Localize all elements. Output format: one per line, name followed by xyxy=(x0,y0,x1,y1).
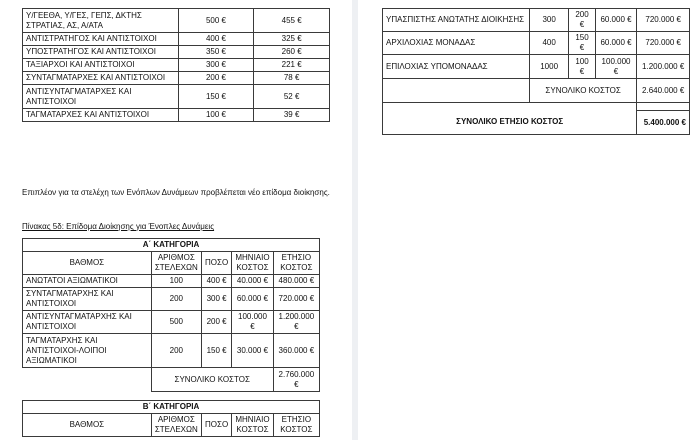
header-monthly: ΜΗΝΙΑΙΟ ΚΟΣΤΟΣ xyxy=(232,252,273,275)
annual-cell: 720.000 € xyxy=(637,32,690,55)
amount-cell: 200 € xyxy=(569,9,595,32)
total-row xyxy=(23,368,320,392)
amount-cell: 39 € xyxy=(254,109,330,122)
amount-cell: 500 € xyxy=(178,9,254,33)
empty-cell xyxy=(637,103,690,111)
table-row xyxy=(23,72,330,85)
rank-cell: ΑΝΤΙΣΥΝΤΑΓΜΑΤΑΡΧΗΣ ΚΑΙ ΑΝΤΙΣΤΟΙΧΟΙ xyxy=(23,311,152,334)
count-cell: 100 xyxy=(151,275,201,288)
amount-cell: 400 € xyxy=(178,33,254,46)
header-amount: ΠΟΣΟ xyxy=(201,252,231,275)
amount-cell: 455 € xyxy=(254,9,330,33)
table-row xyxy=(383,55,690,79)
rank-cell: ΤΑΞΙΑΡΧΟΙ ΚΑΙ ΑΝΤΙΣΤΟΙΧΟΙ xyxy=(23,59,179,72)
monthly-cell: 30.000 € xyxy=(232,334,273,368)
document-page-right xyxy=(358,0,700,440)
column-header-row xyxy=(23,414,320,437)
amount-cell: 150 € xyxy=(201,334,231,368)
grand-total-value: 5.400.000 € xyxy=(637,111,690,135)
amount-cell: 260 € xyxy=(254,46,330,59)
table-row xyxy=(23,275,320,288)
table-row xyxy=(23,33,330,46)
total-label: ΣΥΝΟΛΙΚΟ ΚΟΣΤΟΣ xyxy=(151,368,273,392)
rank-cell: ΑΡΧΙΛΟΧΙΑΣ ΜΟΝΑΔΑΣ xyxy=(383,32,530,55)
amount-cell: 100 € xyxy=(569,55,595,79)
annual-cell: 1.200.000 € xyxy=(637,55,690,79)
amount-cell: 300 € xyxy=(178,59,254,72)
category-a-title: Α΄ ΚΑΤΗΓΟΡΙΑ xyxy=(23,239,320,252)
total-value: 2.640.000 € xyxy=(637,79,690,103)
header-annual: ΕΤΗΣΙΟ ΚΟΣΤΟΣ xyxy=(273,252,319,275)
spacer-row xyxy=(383,103,690,111)
amount-cell: 300 € xyxy=(201,288,231,311)
annual-cell: 360.000 € xyxy=(273,334,319,368)
header-monthly: ΜΗΝΙΑΙΟ ΚΟΣΤΟΣ xyxy=(232,414,273,437)
rank-cell: ΑΝΩΤΑΤΟΙ ΑΞΙΩΜΑΤΙΚΟΙ xyxy=(23,275,152,288)
header-annual: ΕΤΗΣΙΟ ΚΟΣΤΟΣ xyxy=(273,414,319,437)
category-header-row xyxy=(23,401,320,414)
header-amount: ΠΟΣΟ xyxy=(201,414,231,437)
paragraph-text: Επιπλέον για τα στελέχη των Ενόπλων Δυνάμεων προβλέπεται νέο επίδομα διοίκησης. xyxy=(22,188,330,197)
total-value: 2.760.000 € xyxy=(273,368,319,392)
rank-cell: ΤΑΓΜΑΤΑΡΧΗΣ ΚΑΙ ΑΝΤΙΣΤΟΙΧΟΙ-ΛΟΙΠΟΙ ΑΞΙΩΜΑΤΙΚΟΙ xyxy=(23,334,152,368)
rank-cell: ΕΠΙΛΟΧΙΑΣ ΥΠΟΜΟΝΑΔΑΣ xyxy=(383,55,530,79)
table-row xyxy=(23,334,320,368)
monthly-cell: 60.000 € xyxy=(232,288,273,311)
monthly-cell: 100.000 € xyxy=(595,55,637,79)
empty-cell xyxy=(23,368,152,392)
table-row xyxy=(383,9,690,32)
rank-cell: ΤΑΓΜΑΤΑΡΧΕΣ ΚΑΙ ΑΝΤΙΣΤΟΙΧΟΙ xyxy=(23,109,179,122)
annual-cell: 720.000 € xyxy=(637,9,690,32)
table-row xyxy=(23,59,330,72)
rank-cell: ΥΠΟΣΤΡΑΤΗΓΟΣ ΚΑΙ ΑΝΤΙΣΤΟΙΧΟΙ xyxy=(23,46,179,59)
amount-cell: 221 € xyxy=(254,59,330,72)
count-cell: 1000 xyxy=(529,55,568,79)
amount-cell: 400 € xyxy=(201,275,231,288)
category-header-row xyxy=(23,239,320,252)
count-cell: 300 xyxy=(529,9,568,32)
amount-cell: 350 € xyxy=(178,46,254,59)
empty-cell xyxy=(383,79,530,103)
count-cell: 200 xyxy=(151,334,201,368)
table-row xyxy=(23,288,320,311)
rank-cell: ΣΥΝΤΑΓΜΑΤΑΡΧΗΣ ΚΑΙ ΑΝΤΙΣΤΟΙΧΟΙ xyxy=(23,288,152,311)
amount-cell: 200 € xyxy=(201,311,231,334)
amount-cell: 100 € xyxy=(178,109,254,122)
category-b-table xyxy=(382,8,690,135)
total-row xyxy=(383,79,690,103)
amount-cell: 200 € xyxy=(178,72,254,85)
table-row xyxy=(23,46,330,59)
table-row xyxy=(23,85,330,109)
rank-cell: ΣΥΝΤΑΓΜΑΤΑΡΧΕΣ ΚΑΙ ΑΝΤΙΣΤΟΙΧΟΙ xyxy=(23,72,179,85)
amount-cell: 150 € xyxy=(178,85,254,109)
category-b-table-header xyxy=(22,400,320,437)
count-cell: 200 xyxy=(151,288,201,311)
annual-cell: 480.000 € xyxy=(273,275,319,288)
table-caption: Πίνακας 5δ: Επίδομα Διοίκησης για Ένοπλες Δυνάμεις xyxy=(22,222,215,231)
table-row xyxy=(23,109,330,122)
amount-cell: 150 € xyxy=(569,32,595,55)
column-header-row xyxy=(23,252,320,275)
grand-total-row xyxy=(383,111,690,135)
count-cell: 400 xyxy=(529,32,568,55)
amount-cell: 78 € xyxy=(254,72,330,85)
annual-cell: 720.000 € xyxy=(273,288,319,311)
monthly-cell: 60.000 € xyxy=(595,32,637,55)
count-cell: 500 xyxy=(151,311,201,334)
category-a-table xyxy=(22,238,320,392)
rank-cell: ΑΝΤΙΣΤΡΑΤΗΓΟΣ ΚΑΙ ΑΝΤΙΣΤΟΙΧΟΙ xyxy=(23,33,179,46)
table-row xyxy=(23,311,320,334)
amount-cell: 325 € xyxy=(254,33,330,46)
annual-cell: 1.200.000 € xyxy=(273,311,319,334)
table-row xyxy=(383,32,690,55)
table-row xyxy=(23,9,330,33)
header-rank: ΒΑΘΜΟΣ xyxy=(23,414,152,437)
monthly-cell: 60.000 € xyxy=(595,9,637,32)
empty-cell xyxy=(383,103,637,111)
monthly-cell: 40.000 € xyxy=(232,275,273,288)
grand-total-label: ΣΥΝΟΛΙΚΟ ΕΤΗΣΙΟ ΚΟΣΤΟΣ xyxy=(383,111,637,135)
rank-cell: ΑΝΤΙΣΥΝΤΑΓΜΑΤΑΡΧΕΣ ΚΑΙ ΑΝΤΙΣΤΟΙΧΟΙ xyxy=(23,85,179,109)
header-count: ΑΡΙΘΜΟΣ ΣΤΕΛΕΧΩΝ xyxy=(151,252,201,275)
rank-cell: Υ/ΓΕΕΘΑ, Υ/ΓΕΣ, ΓΕΠΣ, ΔΚΤΗΣ ΣΤΡΑΤΙΑΣ, ΑΣ, Α/ΑΤΑ xyxy=(23,9,179,33)
allowance-table-top xyxy=(22,8,330,122)
rank-cell: ΥΠΑΣΠΙΣΤΗΣ ΑΝΩΤΑΤΗΣ ΔΙΟΙΚΗΣΗΣ xyxy=(383,9,530,32)
category-b-title: Β΄ ΚΑΤΗΓΟΡΙΑ xyxy=(23,401,320,414)
amount-cell: 52 € xyxy=(254,85,330,109)
monthly-cell: 100.000 € xyxy=(232,311,273,334)
header-count: ΑΡΙΘΜΟΣ ΣΤΕΛΕΧΩΝ xyxy=(151,414,201,437)
header-rank: ΒΑΘΜΟΣ xyxy=(23,252,152,275)
total-label: ΣΥΝΟΛΙΚΟ ΚΟΣΤΟΣ xyxy=(529,79,636,103)
